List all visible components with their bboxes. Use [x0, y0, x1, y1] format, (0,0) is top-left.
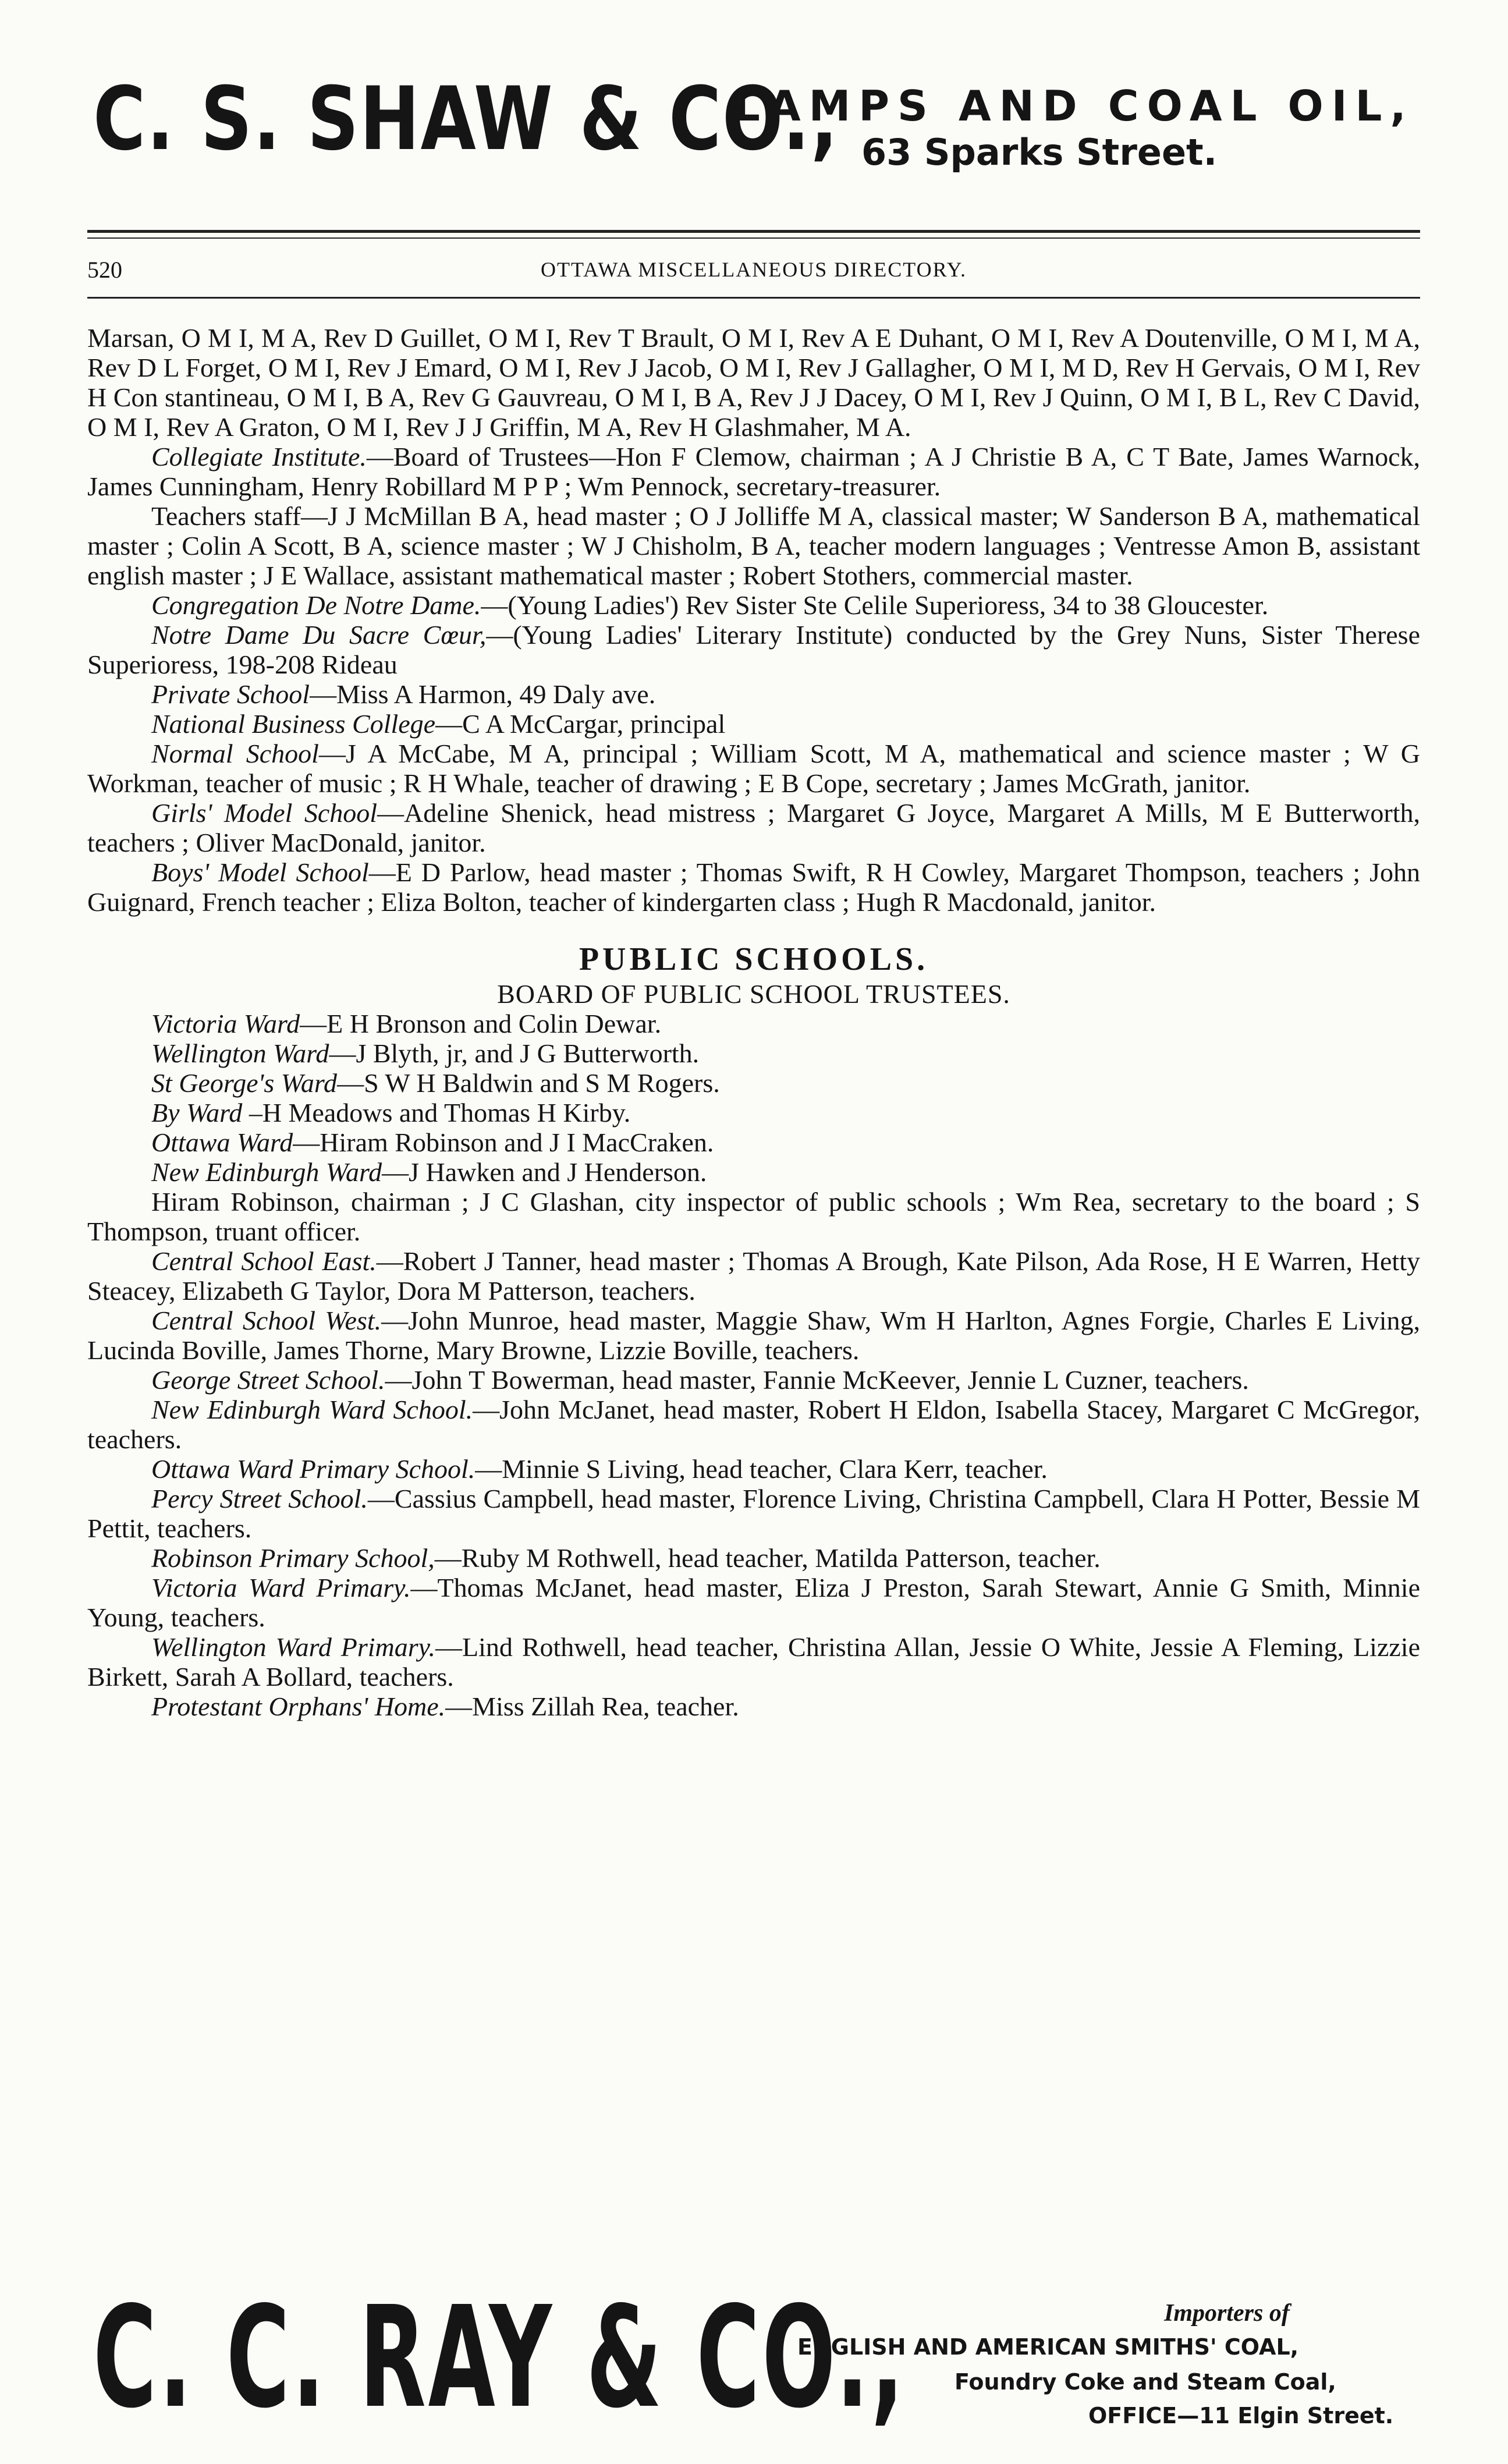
entry-text: —Adeline Shenick, head mistress ; Margaret G Joyce, Margaret A Mills, M E Butterworth, teachers ; Oliver MacDonald, janitor.	[87, 798, 1420, 857]
ward-name: New Edinburgh Ward	[151, 1157, 382, 1187]
ward-trustees: —J Hawken and J Henderson.	[382, 1157, 707, 1187]
ward-entry	[87, 1068, 1420, 1098]
ward-entry	[87, 1009, 1420, 1038]
entry-text: —(Young Ladies') Rev Sister Ste Celile Superioress, 34 to 38 Gloucester.	[481, 590, 1269, 620]
school-name: Wellington Ward Primary.	[151, 1632, 436, 1662]
entry-name: Collegiate Institute.	[151, 442, 367, 471]
school-entry	[87, 1573, 1420, 1632]
school-name: Protestant Orphans' Home.	[151, 1692, 446, 1721]
entry-name: Private School	[151, 679, 310, 709]
school-staff: —Cassius Campbell, head master, Florence Living, Christina Campbell, Clara H Potter, Bessie M Pettit, teachers.	[87, 1484, 1420, 1543]
header-rule-thin	[87, 237, 1420, 239]
advertiser-products: LAMPS AND COAL OIL,	[733, 81, 1414, 130]
school-entry	[87, 1306, 1420, 1365]
clergy-list: Marsan, O M I, M A, Rev D Guillet, O M I, Rev T Brault, O M I, Rev A E Duhant, O M I, Rev A Doutenville, O M I, M A, Rev D L Forget, O M I, Rev J Emard, O M I, Rev J Jacob, O M I, Rev J Gallagher, O M I, M D, Rev H Gervais, O M I, Rev H Con stantineau, O M I, B A, Rev G Gauvreau, O M I, B A, Rev J J Dacey, O M I, Rev J Quinn, O M I, B L, Rev C David, O M I, Rev A Graton, O M I, Rev J J Griffin, M A, Rev H Glashmaher, M A.	[87, 323, 1420, 442]
ward-entry	[87, 1157, 1420, 1187]
entry-name: Congregation De Notre Dame.	[151, 590, 481, 620]
entry-name: Normal School	[151, 739, 319, 768]
entry-text: —Board of Trustees—Hon F Clemow, chairman ; A J Christie B A, C T Bate, James Warnock, James Cunningham, Henry Robillard M P P ; Wm Pennock, secretary-treasurer.	[87, 442, 1420, 501]
school-entry	[87, 1543, 1420, 1573]
entry-sacre-coeur	[87, 620, 1420, 679]
entry-name: Girls' Model School	[151, 798, 378, 828]
advertiser-products: ENGLISH AND AMERICAN SMITHS' COAL,	[797, 2334, 1299, 2360]
ward-trustees: —Hiram Robinson and J I MacCraken.	[293, 1128, 714, 1157]
school-staff: —John T Bowerman, head master, Fannie McKeever, Jennie L Cuzner, teachers.	[385, 1365, 1249, 1395]
entry-collegiate-staff	[87, 501, 1420, 590]
school-name: Central School East.	[151, 1246, 377, 1276]
school-entry	[87, 1484, 1420, 1543]
entry-text: Teachers staff—J J McMillan B A, head master ; O J Jolliffe M A, classical master; W Sanderson B A, mathematical master ; Colin A Scott, B A, science master ; W J Chisholm, B A, teacher modern languages ; Ventresse Amon B, assistant english master ; J E Wallace, assistant mathematical master ; Robert Stothers, commercial master.	[87, 501, 1420, 590]
running-head-rule	[87, 297, 1420, 299]
entry-text: —J A McCabe, M A, principal ; William Scott, M A, mathematical and science master ; W G Workman, teacher of music ; R H Whale, teacher of drawing ; E B Cope, secretary ; James McGrath, janitor.	[87, 739, 1421, 798]
ward-name: St George's Ward	[151, 1068, 338, 1098]
ward-trustees: –H Meadows and Thomas H Kirby.	[242, 1098, 631, 1128]
school-staff: —Thomas McJanet, head master, Eliza J Preston, Sarah Stewart, Annie G Smith, Minnie Young, teachers.	[87, 1573, 1420, 1632]
school-staff: —John Munroe, head master, Maggie Shaw, Wm H Harlton, Agnes Forgie, Charles E Living, Lucinda Boville, James Thorne, Mary Browne, Lizzie Boville, teachers.	[87, 1306, 1420, 1365]
advertiser-products-secondary: Foundry Coke and Steam Coal,	[955, 2369, 1336, 2395]
directory-page	[87, 0, 1420, 2464]
ward-name: Wellington Ward	[151, 1038, 329, 1068]
school-name: Victoria Ward Primary.	[151, 1573, 411, 1603]
advertiser-address: 63 Sparks Street.	[861, 131, 1218, 173]
entry-boys-model-school	[87, 857, 1420, 917]
entry-text: —C A McCargar, principal	[435, 709, 726, 739]
entry-congregation-notre-dame	[87, 590, 1420, 620]
entry-private-school	[87, 679, 1420, 709]
school-staff: —Miss Zillah Rea, teacher.	[445, 1692, 739, 1721]
board-officers: Hiram Robinson, chairman ; J C Glashan, city inspector of public schools ; Wm Rea, secretary to the board ; S Thompson, truant officer.	[87, 1187, 1420, 1246]
school-entry	[87, 1454, 1420, 1484]
entry-normal-school	[87, 739, 1420, 798]
section-heading: PUBLIC SCHOOLS.	[579, 941, 929, 977]
school-entry	[87, 1395, 1420, 1454]
entry-collegiate-board	[87, 442, 1420, 501]
school-staff: —Robert J Tanner, head master ; Thomas A Brough, Kate Pilson, Ada Rose, H E Warren, Hetty Steacey, Elizabeth G Taylor, Dora M Patterson, teachers.	[87, 1246, 1420, 1306]
ward-trustees: —E H Bronson and Colin Dewar.	[300, 1009, 662, 1038]
entry-girls-model-school	[87, 798, 1420, 857]
entry-name: Notre Dame Du Sacre Cœur,	[151, 620, 487, 650]
directory-content	[87, 323, 1420, 1721]
school-staff: —Minnie S Living, head teacher, Clara Kerr, teacher.	[475, 1454, 1048, 1484]
school-entry	[87, 1692, 1420, 1721]
page-number: 520	[87, 257, 122, 283]
school-entry	[87, 1632, 1420, 1692]
page-title: OTTAWA MISCELLANEOUS DIRECTORY.	[541, 258, 967, 281]
entry-business-college	[87, 709, 1420, 739]
school-name: George Street School.	[151, 1365, 385, 1395]
ward-name: Ottawa Ward	[151, 1128, 293, 1157]
entry-text: —Miss A Harmon, 49 Daly ave.	[310, 679, 656, 709]
ward-trustees: —J Blyth, jr, and J G Butterworth.	[329, 1038, 700, 1068]
school-name: Central School West.	[151, 1306, 382, 1335]
entry-name: Boys' Model School	[151, 857, 369, 887]
ward-entry	[87, 1038, 1420, 1068]
entry-name: National Business College	[151, 709, 436, 739]
school-entry	[87, 1365, 1420, 1395]
school-name: Robinson Primary School,	[151, 1543, 435, 1573]
advertiser-tagline: Importers of	[1164, 2300, 1290, 2327]
top-advertisement	[87, 52, 1420, 173]
school-staff: —Lind Rothwell, head teacher, Christina Allan, Jessie O White, Jessie A Fleming, Lizzie Birkett, Sarah A Bollard, teachers.	[87, 1632, 1420, 1692]
ward-entry	[87, 1098, 1420, 1128]
school-name: Ottawa Ward Primary School.	[151, 1454, 476, 1484]
school-name: New Edinburgh Ward School.	[151, 1395, 473, 1424]
bottom-advertisement	[87, 2276, 1420, 2439]
advertiser-address: OFFICE—11 Elgin Street.	[1088, 2403, 1394, 2428]
advertiser-name: C. S. SHAW & CO.,	[93, 69, 839, 170]
school-name: Percy Street School.	[151, 1484, 368, 1513]
ward-name: Victoria Ward	[151, 1009, 300, 1038]
school-staff: —John McJanet, head master, Robert H Eldon, Isabella Stacey, Margaret C McGregor, teachers.	[87, 1395, 1421, 1454]
header-rule-thick	[87, 230, 1420, 233]
entry-text: —E D Parlow, head master ; Thomas Swift, R H Cowley, Margaret Thompson, teachers ; John Guignard, French teacher ; Eliza Bolton, teacher of kindergarten class ; Hugh R Macdonald, janitor.	[87, 857, 1421, 917]
school-staff: —Ruby M Rothwell, head teacher, Matilda Patterson, teacher.	[434, 1543, 1101, 1573]
ward-entry	[87, 1128, 1420, 1157]
ward-trustees: —S W H Baldwin and S M Rogers.	[337, 1068, 720, 1098]
running-head	[87, 256, 1420, 291]
school-entry	[87, 1246, 1420, 1306]
entry-text: —(Young Ladies' Literary Institute) conducted by the Grey Nuns, Sister Therese Superioress, 198-208 Rideau	[87, 620, 1420, 679]
section-subheading: BOARD OF PUBLIC SCHOOL TRUSTEES.	[497, 979, 1010, 1009]
advertiser-name: C. C. RAY & CO.,	[93, 2276, 906, 2439]
ward-name: By Ward	[151, 1098, 243, 1128]
